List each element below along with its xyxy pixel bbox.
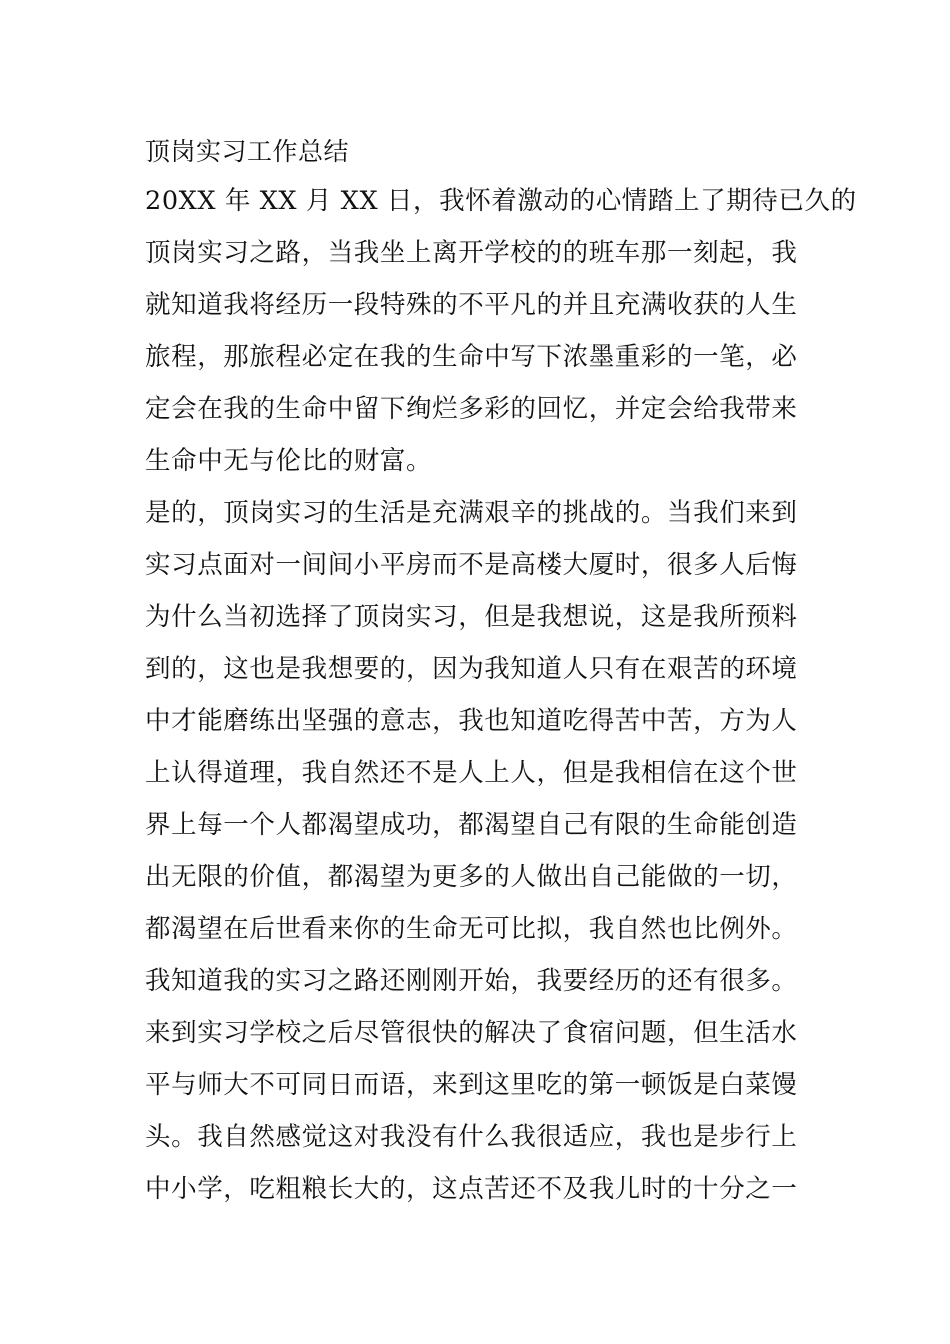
text-line: 旅程，那旅程必定在我的生命中写下浓墨重彩的一笔，必 xyxy=(145,342,798,372)
text-line: 就知道我将经历一段特殊的不平凡的并且充满收获的人生 xyxy=(145,290,798,320)
text-line: 为什么当初选择了顶岗实习，但是我想说，这是我所预料 xyxy=(145,602,798,632)
text-line: 中才能磨练出坚强的意志，我也知道吃得苦中苦，方为人 xyxy=(145,706,798,736)
text-line: 来到实习学校之后尽管很快的解决了食宿问题，但生活水 xyxy=(145,1018,798,1048)
text-line: 实习点面对一间间小平房而不是高楼大厦时，很多人后悔 xyxy=(145,550,798,580)
text-line: 到的，这也是我想要的，因为我知道人只有在艰苦的环境 xyxy=(145,654,798,684)
text-line: 出无限的价值，都渴望为更多的人做出自己能做的一切， xyxy=(145,862,798,892)
text-line: 平与师大不可同日而语，来到这里吃的第一顿饭是白菜馒 xyxy=(145,1070,798,1100)
text-line: 界上每一个人都渴望成功，都渴望自己有限的生命能创造 xyxy=(145,810,798,840)
text-line: 是的，顶岗实习的生活是充满艰辛的挑战的。当我们来到 xyxy=(145,498,798,528)
document-body xyxy=(145,181,857,1221)
text-line: 20XX 年 XX 月 XX 日，我怀着激动的心情踏上了期待已久的 xyxy=(145,186,857,216)
text-line: 上认得道理，我自然还不是人上人，但是我相信在这个世 xyxy=(145,758,798,788)
text-line: 我知道我的实习之路还刚刚开始，我要经历的还有很多。 xyxy=(145,966,798,996)
text-line: 定会在我的生命中留下绚烂多彩的回忆，并定会给我带来 xyxy=(145,394,798,424)
text-line: 中小学，吃粗粮长大的，这点苦还不及我儿时的十分之一 xyxy=(145,1174,798,1204)
text-line: 生命中无与伦比的财富。 xyxy=(145,446,433,476)
document-title: 顶岗实习工作总结 xyxy=(145,137,350,166)
text-line: 都渴望在后世看来你的生命无可比拟，我自然也比例外。 xyxy=(145,914,798,944)
text-line: 头。我自然感觉这对我没有什么我很适应，我也是步行上 xyxy=(145,1122,798,1152)
text-line: 顶岗实习之路，当我坐上离开学校的的班车那一刻起，我 xyxy=(145,238,798,268)
